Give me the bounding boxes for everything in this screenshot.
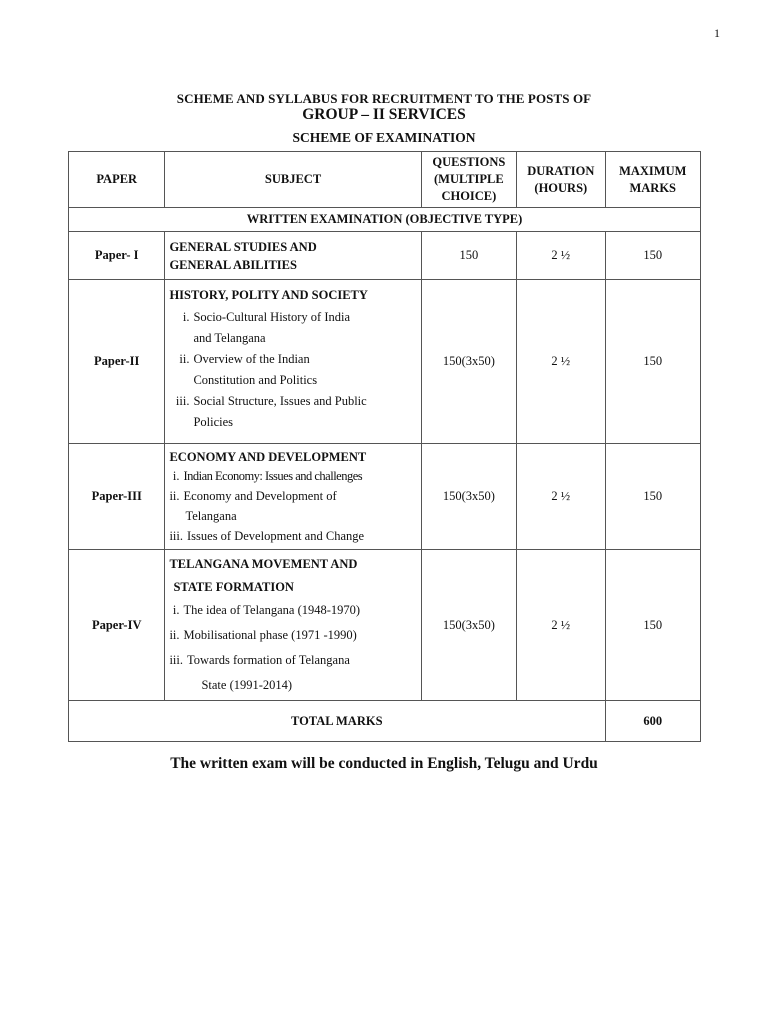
header-max-marks xyxy=(605,152,701,208)
list-item-continuation: State (1991-2014) xyxy=(201,678,293,692)
subject-title: HISTORY, POLITY AND SOCIETY xyxy=(169,288,368,302)
paper-cell: Paper-III xyxy=(69,444,165,550)
duration-cell: 2 ½ xyxy=(517,232,605,280)
item-text: Towards formation of Telangana xyxy=(187,653,350,667)
header-subject: SUBJECT xyxy=(165,152,421,208)
item-text: Economy and Development of xyxy=(183,489,337,503)
header-duration-line1: DURATION xyxy=(527,163,595,178)
list-item xyxy=(169,466,416,486)
section-title: WRITTEN EXAMINATION (OBJECTIVE TYPE) xyxy=(69,208,701,232)
header-questions-line1: QUESTIONS xyxy=(432,155,506,169)
list-item-continuation: Telangana xyxy=(185,509,237,523)
page-number: 1 xyxy=(714,26,720,40)
item-text: Overview of the Indian xyxy=(193,352,310,366)
marks-cell: 150 xyxy=(605,280,701,444)
list-item-continuation: Policies xyxy=(193,415,234,429)
list-item-continuation: Constitution and Politics xyxy=(193,373,318,387)
list-item xyxy=(169,391,416,412)
table-header-row xyxy=(69,152,701,208)
section-row xyxy=(69,208,701,232)
subject-title-line1: GENERAL STUDIES AND xyxy=(169,239,317,254)
item-text: Indian Economy: Issues and challenges xyxy=(183,469,363,483)
table-row xyxy=(69,444,701,550)
list-item xyxy=(169,648,416,673)
table-row xyxy=(69,232,701,280)
total-value: 600 xyxy=(605,701,701,742)
marks-cell: 150 xyxy=(605,444,701,550)
document-heading-line1: SCHEME AND SYLLABUS FOR RECRUITMENT TO THE POSTS OF xyxy=(176,91,592,106)
list-item xyxy=(169,307,416,328)
subject-cell xyxy=(165,444,421,550)
questions-cell: 150(3x50) xyxy=(421,280,516,444)
list-item-continuation: and Telangana xyxy=(193,331,266,345)
duration-cell: 2 ½ xyxy=(517,444,605,550)
subject-title-line2: STATE FORMATION xyxy=(173,580,294,594)
item-number: i. xyxy=(172,603,180,617)
item-text: Socio-Cultural History of India xyxy=(193,310,351,324)
item-number: iii. xyxy=(175,394,190,408)
item-number: iii. xyxy=(169,653,183,667)
footer-note: The written exam will be conducted in English, Telugu and Urdu xyxy=(170,755,598,772)
list-item xyxy=(169,623,416,648)
list-item xyxy=(169,349,416,370)
item-number: i. xyxy=(182,310,190,324)
header-questions-line2: (MULTIPLE xyxy=(434,172,504,186)
item-number: iii. xyxy=(169,529,183,543)
subject-cell xyxy=(165,550,421,701)
subject-title-line2: GENERAL ABILITIES xyxy=(169,257,297,272)
marks-cell: 150 xyxy=(605,550,701,701)
questions-cell: 150 xyxy=(421,232,516,280)
item-text: Mobilisational phase (1971 -1990) xyxy=(183,628,357,642)
item-text: Issues of Development and Change xyxy=(187,529,365,543)
list-item xyxy=(169,526,416,546)
subject-cell xyxy=(165,232,421,280)
item-text: The idea of Telangana (1948-1970) xyxy=(183,603,361,617)
subject-title-line1: TELANGANA MOVEMENT AND xyxy=(169,557,358,571)
item-number: i. xyxy=(172,469,180,483)
list-item xyxy=(169,598,416,623)
table-row xyxy=(69,550,701,701)
paper-cell: Paper-II xyxy=(69,280,165,444)
document-heading-line2: GROUP – II SERVICES xyxy=(302,106,466,123)
duration-cell: 2 ½ xyxy=(517,550,605,701)
subject-cell xyxy=(165,280,421,444)
list-item xyxy=(169,486,416,506)
duration-cell: 2 ½ xyxy=(517,280,605,444)
paper-cell: Paper- I xyxy=(69,232,165,280)
item-text: Social Structure, Issues and Public xyxy=(193,394,367,408)
item-number: ii. xyxy=(169,489,180,503)
header-duration xyxy=(517,152,605,208)
questions-cell: 150(3x50) xyxy=(421,550,516,701)
header-duration-line2: (HOURS) xyxy=(534,180,588,195)
header-max-marks-line2: MARKS xyxy=(629,180,677,195)
marks-cell: 150 xyxy=(605,232,701,280)
total-label: TOTAL MARKS xyxy=(69,701,606,742)
header-paper: PAPER xyxy=(69,152,165,208)
item-number: ii. xyxy=(169,628,180,642)
total-row xyxy=(69,701,701,742)
paper-cell: Paper-IV xyxy=(69,550,165,701)
table-row xyxy=(69,280,701,444)
header-max-marks-line1: MAXIMUM xyxy=(619,163,687,178)
scheme-table xyxy=(68,151,701,742)
questions-cell: 150(3x50) xyxy=(421,444,516,550)
header-questions-line3: CHOICE) xyxy=(441,189,497,203)
document-heading-line3: SCHEME OF EXAMINATION xyxy=(292,130,476,145)
subject-title: ECONOMY AND DEVELOPMENT xyxy=(169,450,367,464)
item-number: ii. xyxy=(179,352,190,366)
header-questions xyxy=(421,152,516,208)
